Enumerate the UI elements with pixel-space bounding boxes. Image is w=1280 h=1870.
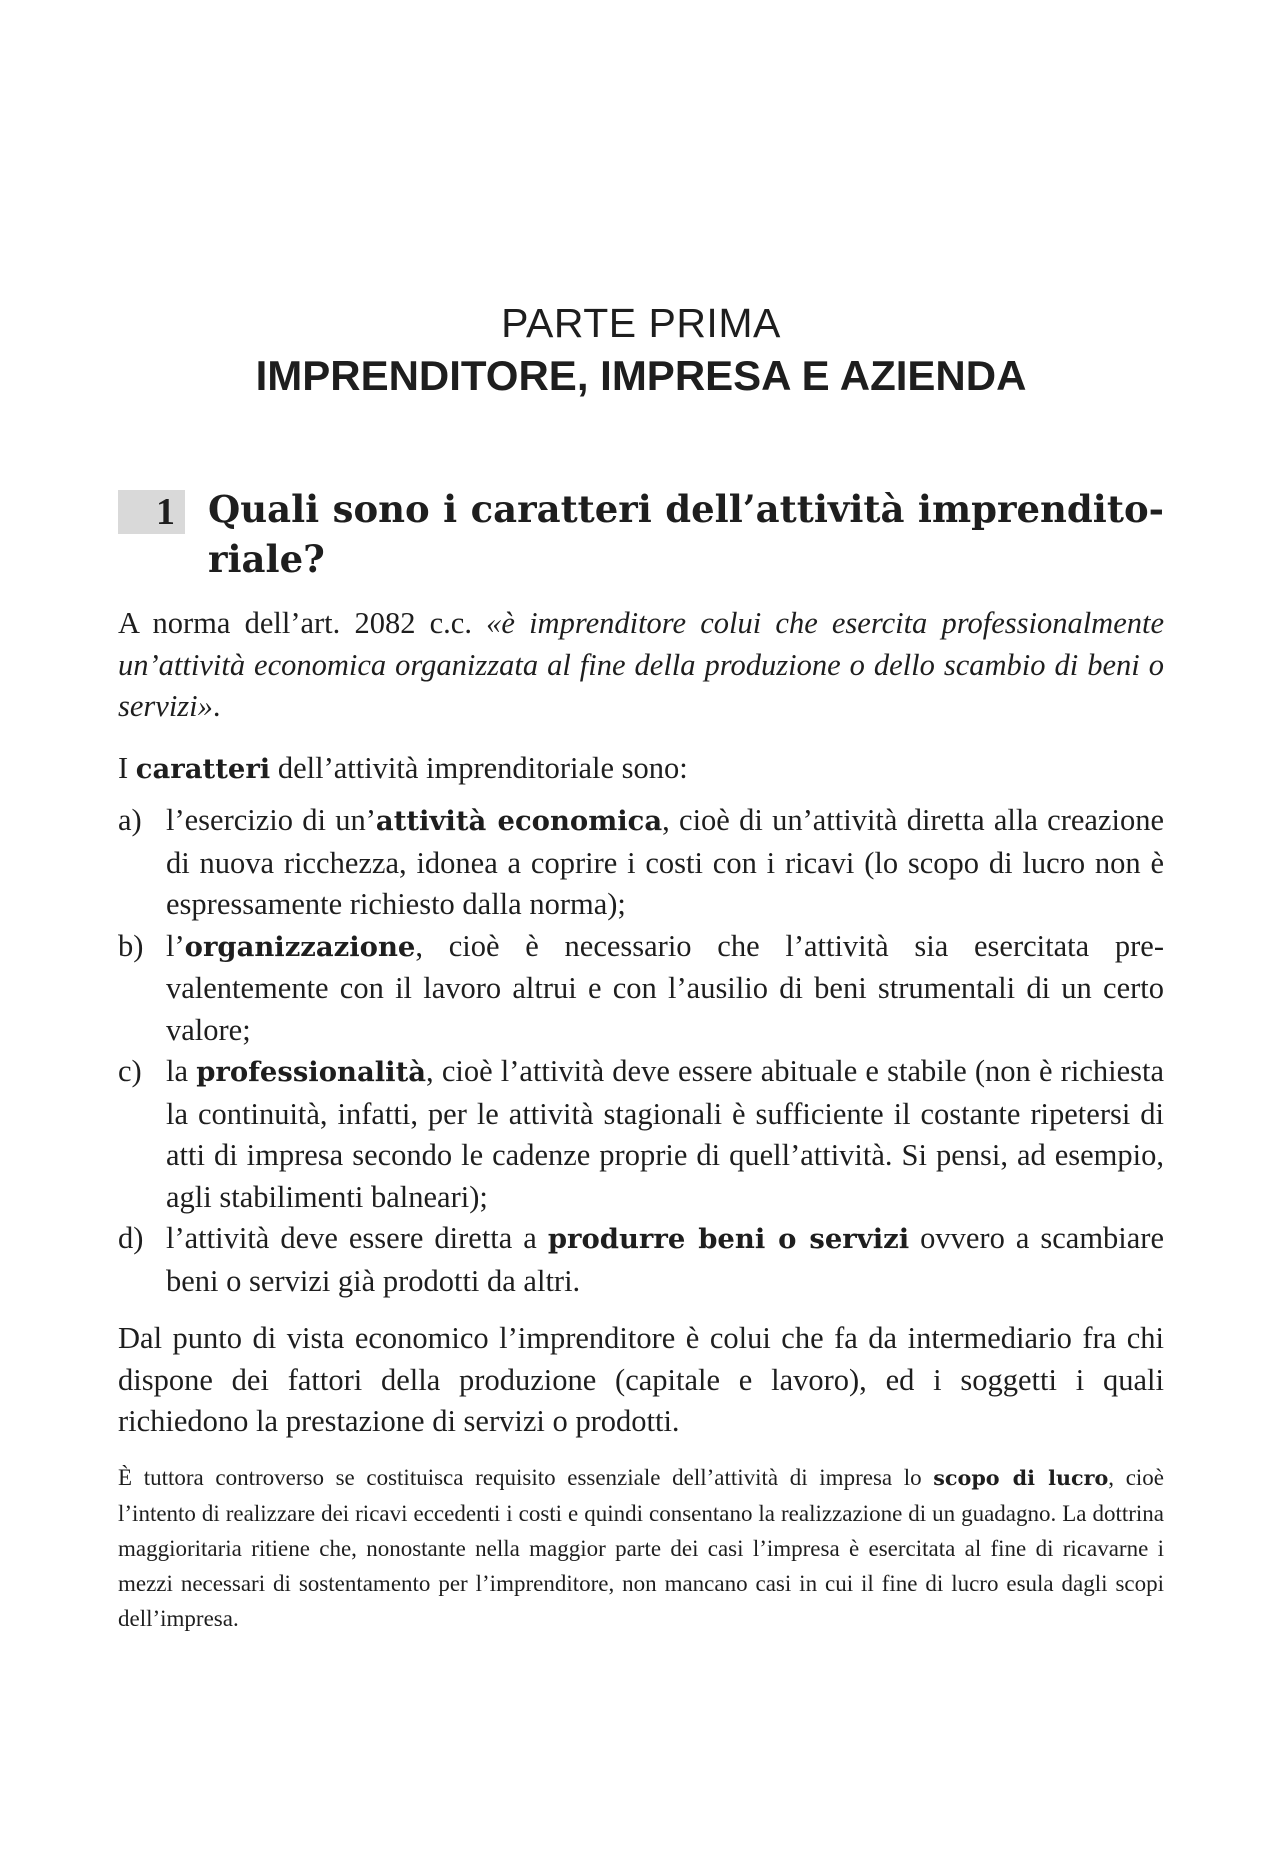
part-title: IMPRENDITORE, IMPRESA E AZIENDA <box>255 352 1027 399</box>
caratteri-keyword: caratteri <box>135 753 271 785</box>
item-text-pre: l’ <box>166 928 185 963</box>
item-text-pre: la <box>166 1054 197 1088</box>
item-text-pre: l’attività deve essere diretta a <box>166 1221 548 1255</box>
item-text-post: , cioè è necessario che l’attività sia esercitata prevalentemente con il lavoro altrui e con l’ausilio di beni strumentali di un certo valore; <box>166 928 1164 1047</box>
caratteri-post: dell’attività imprenditoriale sono: <box>270 751 688 785</box>
item-text-pre: l’esercizio di un’ <box>166 803 376 837</box>
list-item <box>118 800 1164 926</box>
item-keyword: attività economica <box>375 805 663 837</box>
question-title: Quali sono i caratteri dell’attività imprenditoriale? <box>208 487 1164 581</box>
item-text-post: ovvero a scambiare beni o servizi già prodotti da altri. <box>166 1221 1164 1298</box>
item-keyword: professionalità <box>196 1056 427 1088</box>
economic-paragraph: Dal punto di vista economico l’imprenditore è colui che fa da intermediario fra chi dispone dei fattori della produzione (capitale e lavoro), ed i soggetti i quali richiedono la prestazione di servizi o prodotti. <box>118 1321 1164 1438</box>
article-quote: «è imprenditore colui che esercita professionalmente un’attività economica organizzata al fine della produzione o dello scambio di beni o servizi» <box>118 606 1164 723</box>
list-marker: d) <box>118 1221 144 1255</box>
list-marker: a) <box>118 803 142 837</box>
caratteri-pre: I <box>118 751 136 785</box>
caratteri-intro <box>118 748 1164 791</box>
note-post: , cioè l’intento di realizzare dei ricavi eccedenti i costi e quindi consentano la realizzazione di un guadagno. La dottrina maggioritaria ritiene che, nonostante nella maggior parte dei casi l’impresa è esercitata al fine di ricavarne i mezzi necessari di sostentamento per l’imprenditore, non mancano casi in cui il fine di lucro esula dagli scopi dell’impresa. <box>118 1465 1164 1631</box>
intro-lead: A norma dell’art. 2082 c.c. <box>118 606 487 640</box>
intro-paragraph <box>118 603 1164 728</box>
list-marker: c) <box>118 1054 142 1088</box>
characteristics-list <box>118 800 1164 1302</box>
item-keyword: organizzazione <box>184 930 416 963</box>
item-keyword: produrre beni o servizi <box>547 1223 910 1255</box>
list-item <box>118 926 1164 1052</box>
list-item <box>118 1051 1164 1218</box>
item-text-post: , cioè l’attività deve essere abituale e stabile (non è richiesta la continuità, infatti, per le attività stagionali è sufficiente il costante ripetersi di atti di impresa secondo le cadenze proprie di quell’attività. Si pensi, ad esempio, agli stabilimenti balneari); <box>166 1054 1164 1214</box>
part-label: PARTE PRIMA <box>501 300 781 346</box>
list-marker: b) <box>118 928 144 963</box>
footnote-paragraph <box>118 1460 1164 1636</box>
intro-end: . <box>212 689 221 723</box>
note-pre: È tuttora controverso se costituisca requisito essenziale dell’attività di impresa lo <box>118 1465 934 1490</box>
list-item <box>118 1218 1164 1302</box>
item-text-post: , cioè di un’attività diretta alla creazione di nuova ricchezza, idonea a coprire i costi con i ricavi (lo scopo di lucro non è espressamente richiesto dalla norma); <box>166 803 1164 921</box>
note-keyword: scopo di lucro <box>933 1466 1109 1490</box>
question-number: 1 <box>118 490 185 534</box>
